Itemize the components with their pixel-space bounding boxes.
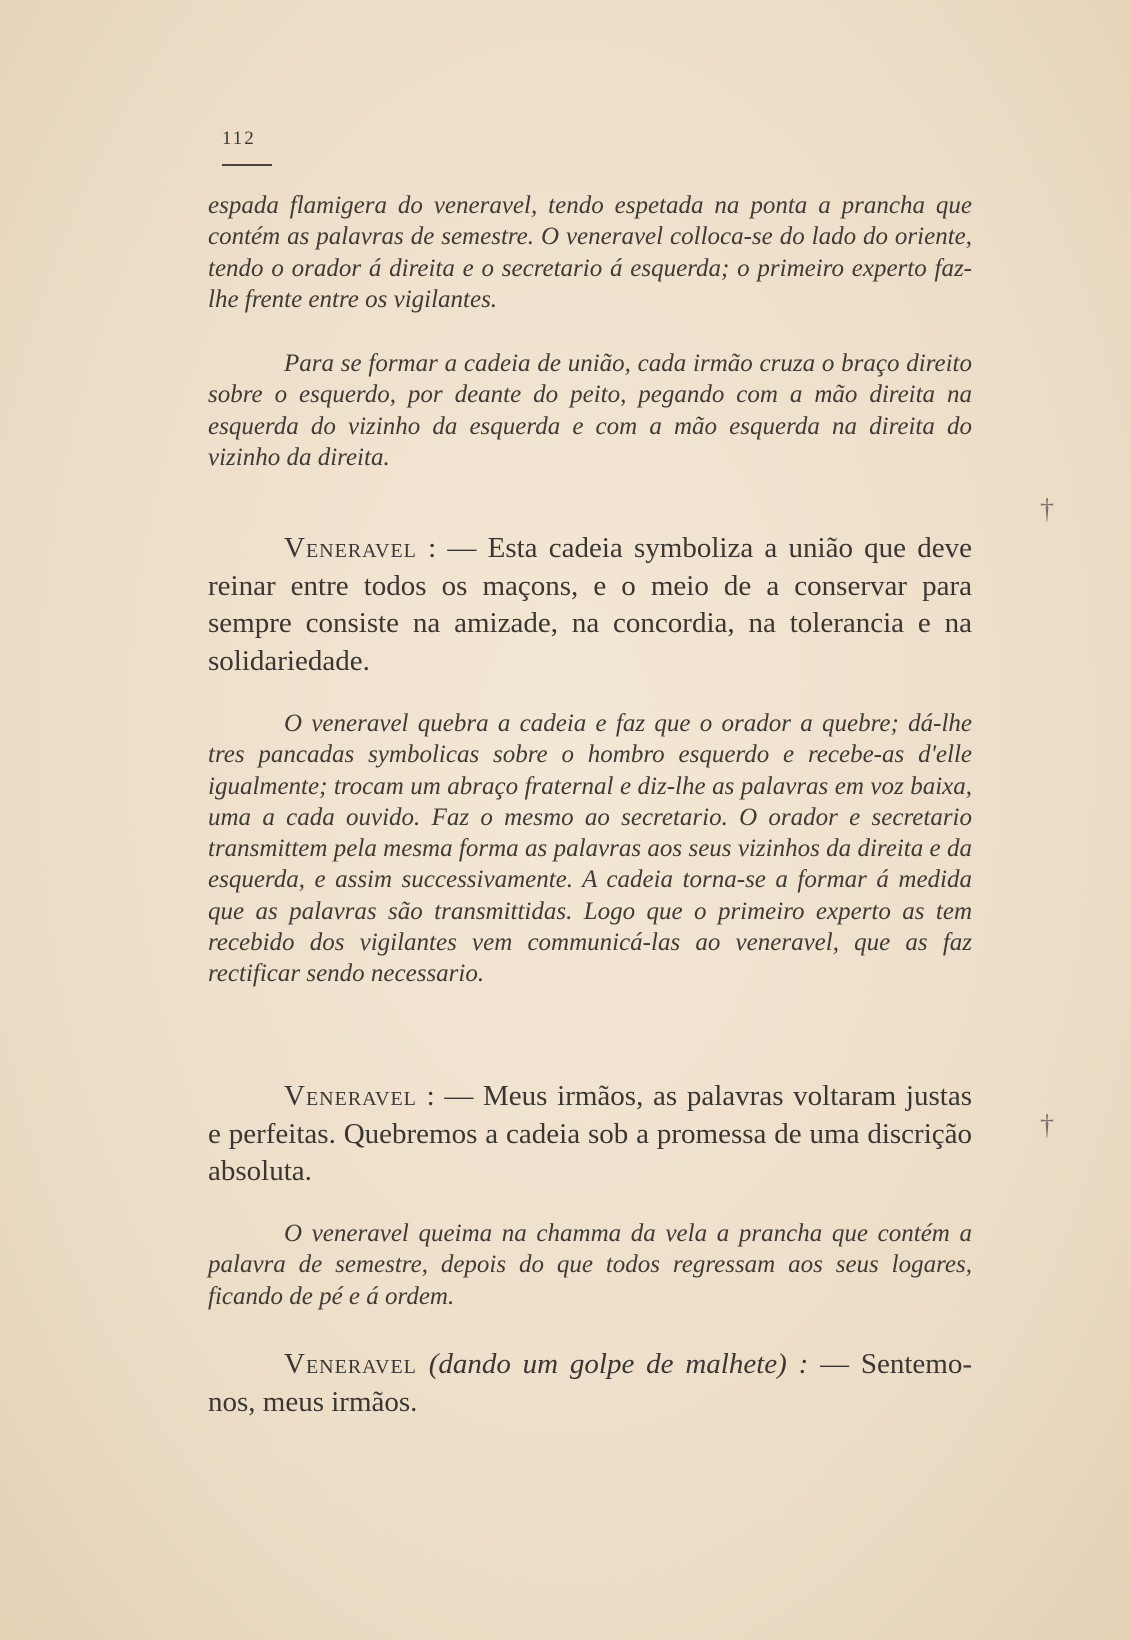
paragraph-text: espada flamigera do veneravel, tendo espetada na ponta a prancha que contém as palavras de semestre. O veneravel colloca-se do lado do oriente, tendo o orador á direita e o secretario á esquerda; o primeiro experto faz-lhe frente entre os vigilantes. [208,192,972,313]
speech-text: : — Esta cadeia symboliza a união que deve reinar entre todos os maçons, e o meio de a conservar para sempre consiste na amizade, na concordia, na tolerancia e na solidariedade. [208,532,972,677]
paragraph-speech-1 [208,530,972,680]
page-number: 112 [222,128,256,149]
paragraph-stage-direction-2 [208,348,972,473]
speech-text: — Sentemo-nos, meus irmãos. [208,1348,973,1418]
paragraph-speech-2 [208,1078,972,1191]
margin-mark: † [1040,494,1054,525]
stage-direction-inline: (dando um golpe de malhete) : [428,1348,809,1380]
paragraph-text: O veneravel quebra a cadeia e faz que o orador a quebre; dá-lhe tres pancadas symbolicas sobre o hombro esquerdo e recebe-as d'elle igualmente; trocam um abraço fraternal e diz-lhe as palavras em voz baixa, uma a cada ouvido. Faz o mesmo ao secretario. O orador e secretario transmittem pela mesma forma as palavras aos seus vizinhos da direita e da esquerda, e assim successivamente. A cadeia torna-se a formar á medida que as palavras são transmittidas. Logo que o primeiro experto as tem recebido dos vigilantes vem communicá-las ao veneravel, que as faz rectificar sendo necessario. [208,710,972,988]
speaker-name: Veneravel [284,1348,417,1380]
paragraph-text: Para se formar a cadeia de união, cada irmão cruza o braço direito sobre o esquerdo, por deante do peito, pegando com a mão direita na esquerda do vizinho da esquerda e com a mão esquerda na direita do vizinho da direita. [208,350,972,471]
speaker-name: Veneravel [284,532,417,564]
paragraph-stage-direction-4 [208,1218,972,1312]
paragraph-stage-direction-3 [208,708,972,990]
paragraph-text: O veneravel queima na chamma da vela a prancha que contém a palavra de semestre, depois do que todos regressam aos seus logares, ficando de pé e á ordem. [208,1220,972,1310]
paragraph-speech-3 [208,1346,972,1421]
speech-text: : — Meus irmãos, as palavras voltaram justas e perfeitas. Quebremos a cadeia sob a promessa de uma discrição absoluta. [208,1080,972,1187]
header-rule [222,164,272,166]
speaker-name: Veneravel [284,1080,417,1112]
margin-mark: † [1040,1110,1054,1141]
paragraph-stage-direction-1 [208,190,972,315]
